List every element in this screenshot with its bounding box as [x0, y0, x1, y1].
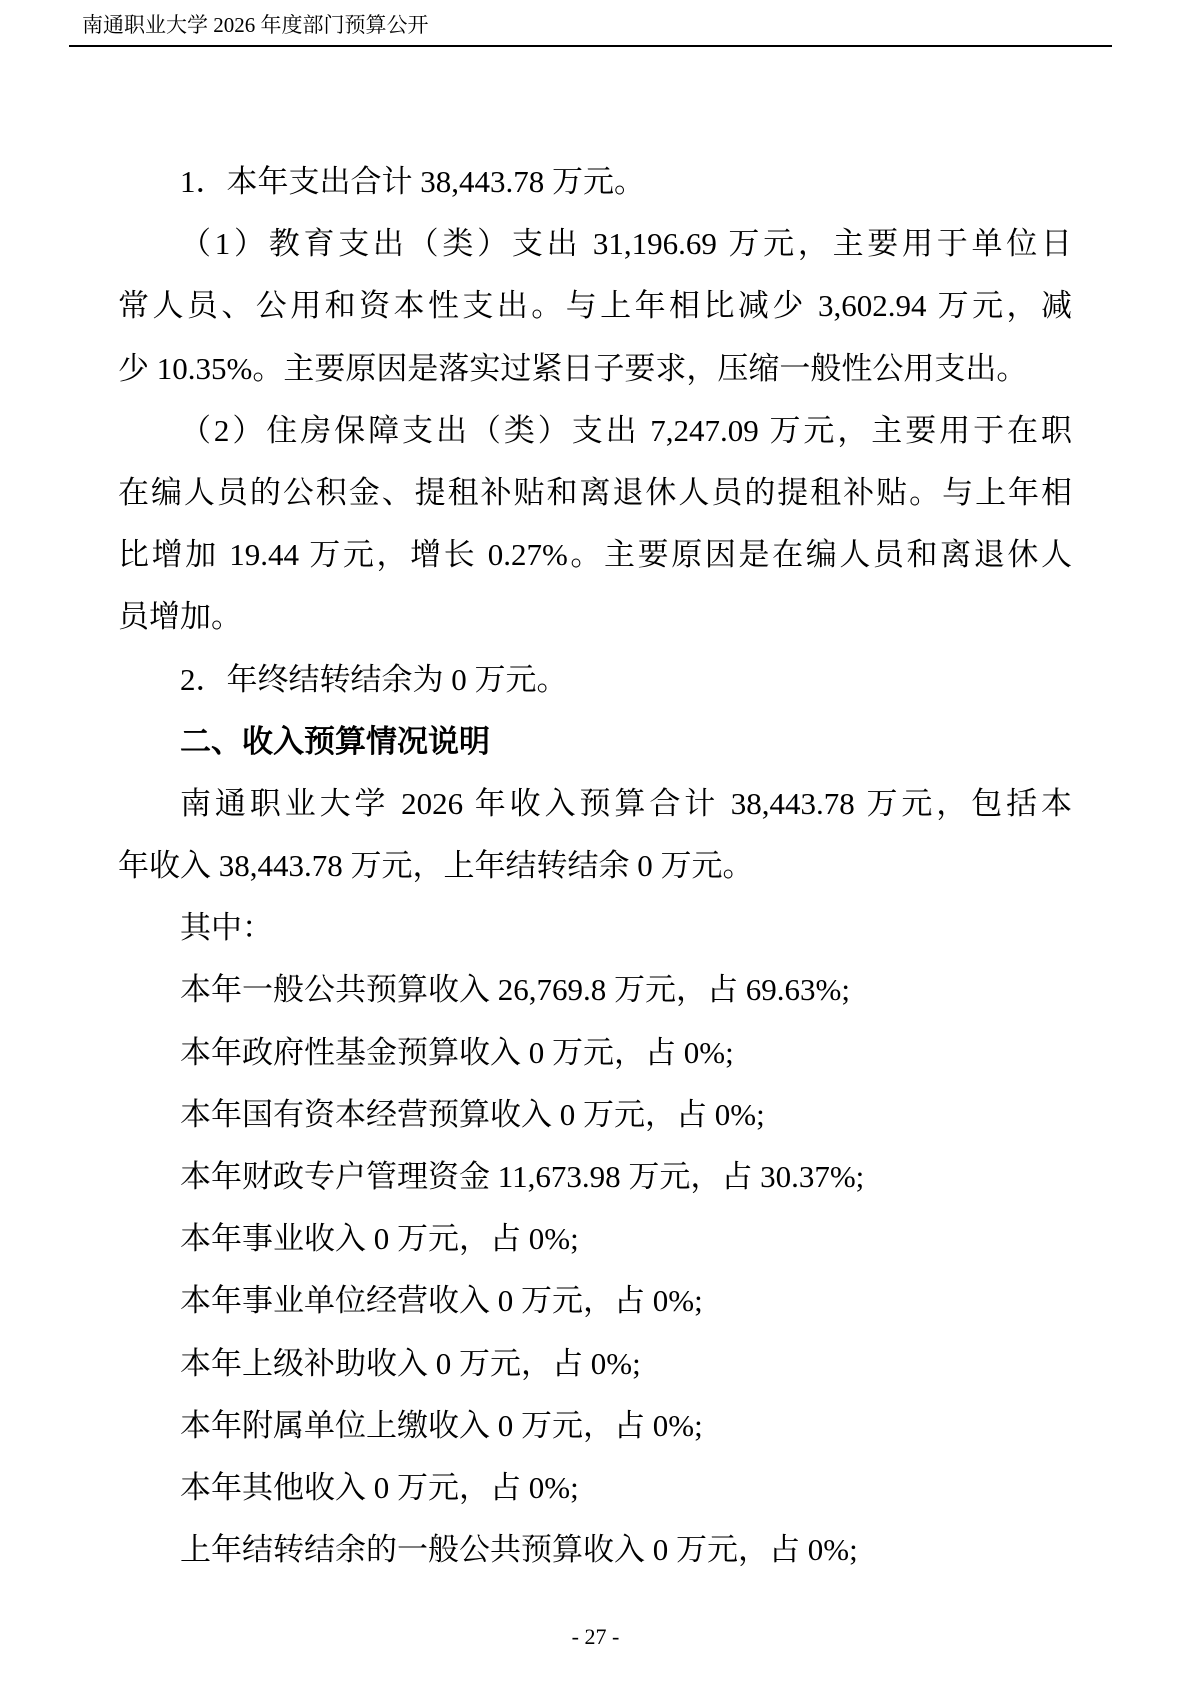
text-line: 2．年终结转结余为 0 万元。 — [180, 661, 568, 697]
text-line: 比增加 19.44 万元，增长 0.27%。主要原因是在编人员和离退休人 — [118, 537, 1072, 573]
text-line: 在编人员的公积金、提租补贴和离退休人员的提租补贴。与上年相 — [118, 474, 1072, 510]
text-line: 本年其他收入 0 万元，占 0%; — [180, 1469, 579, 1505]
document-body — [118, 151, 1072, 1581]
header-divider-line — [69, 45, 1112, 47]
text-line: 本年事业收入 0 万元，占 0%; — [180, 1221, 579, 1257]
text-line: 本年附属单位上缴收入 0 万元，占 0%; — [180, 1407, 703, 1443]
text-line: 1．本年支出合计 38,443.78 万元。 — [180, 164, 645, 199]
text-line: （1）教育支出（类）支出 31,196.69 万元，主要用于单位日 — [180, 226, 1072, 262]
text-line: 常人员、公用和资本性支出。与上年相比减少 3,602.94 万元，减 — [118, 288, 1072, 324]
footer-page-number: - 27 - — [571, 1624, 620, 1649]
page-header-title: 南通职业大学 2026 年度部门预算公开 — [82, 13, 429, 37]
text-line: 上年结转结余的一般公共预算收入 0 万元，占 0%; — [180, 1532, 858, 1568]
text-line: 本年财政专户管理资金 11,673.98 万元，占 30.37%; — [180, 1159, 865, 1194]
text-line: 本年一般公共预算收入 26,769.8 万元，占 69.63%; — [180, 972, 850, 1008]
text-line: 其中： — [180, 910, 273, 946]
text-line: 本年政府性基金预算收入 0 万元，占 0%; — [180, 1034, 734, 1070]
section-heading: 二、收入预算情况说明 — [180, 723, 490, 759]
text-line: 本年国有资本经营预算收入 0 万元，占 0%; — [180, 1096, 765, 1132]
text-line: （2）住房保障支出（类）支出 7,247.09 万元，主要用于在职 — [180, 412, 1072, 448]
text-line: 本年事业单位经营收入 0 万元，占 0%; — [180, 1283, 703, 1319]
text-line: 年收入 38,443.78 万元，上年结转结余 0 万元。 — [118, 848, 754, 884]
text-line: 本年上级补助收入 0 万元，占 0%; — [180, 1345, 641, 1381]
text-line: 员增加。 — [118, 599, 242, 635]
text-line: 少 10.35%。主要原因是落实过紧日子要求，压缩一般性公用支出。 — [118, 350, 1028, 386]
text-line: 南通职业大学 2026 年收入预算合计 38,443.78 万元，包括本 — [180, 785, 1072, 821]
